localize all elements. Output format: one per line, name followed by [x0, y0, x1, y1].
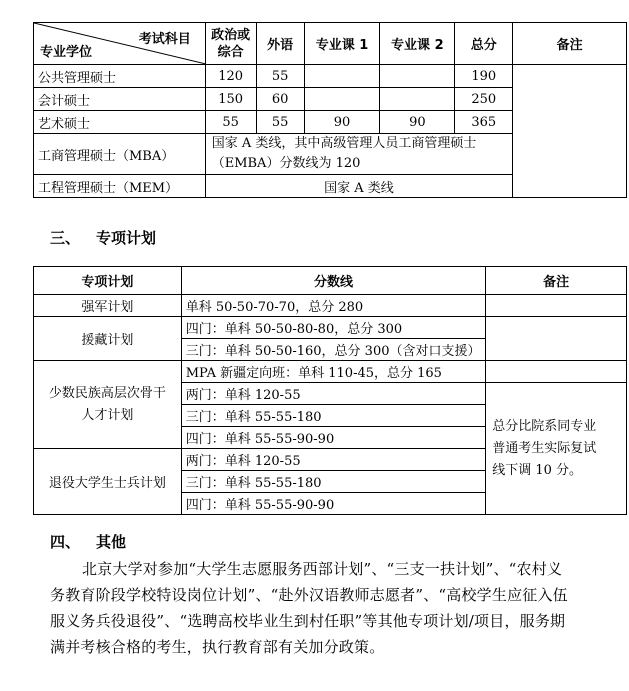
- header-degree: 专业学位: [40, 45, 93, 60]
- paragraph-line: 服义务兵役退役”、“选聘高校毕业生到村任职”等其他专项计划/项目，服务期: [50, 612, 566, 630]
- total-cell: 365: [455, 111, 513, 134]
- score-cell: [380, 88, 455, 111]
- score-line: 三门：单科 55-55-180: [181, 405, 485, 427]
- header-major-2: 专业课 2: [380, 23, 455, 65]
- score-table: [33, 22, 627, 198]
- score-cell: 55: [256, 111, 304, 134]
- mem-note: 国家 A 类线: [205, 175, 512, 198]
- table-row: [34, 361, 627, 383]
- section-heading: 四、 其他: [50, 533, 127, 551]
- degree-name: 会计硕士: [34, 88, 206, 111]
- table-header-row: [34, 23, 627, 65]
- header-subjects: 考试科目: [138, 32, 191, 47]
- total-cell: 190: [455, 65, 513, 88]
- degree-name: 艺术硕士: [34, 111, 206, 134]
- header-note: 备注: [486, 267, 627, 295]
- table-row: [34, 317, 627, 339]
- plan-name: 少数民族高层次骨干 人才计划: [34, 361, 182, 449]
- paragraph-line: 务教育阶段学校特设岗位计划”、“赴外汉语教师志愿者”、“高校学生应征入伍: [50, 586, 568, 604]
- degree-name: 公共管理硕士: [34, 65, 206, 88]
- score-line: 四门：单科 50-50-80-80，总分 300: [181, 317, 485, 339]
- score-line: 四门：单科 55-55-90-90: [181, 427, 485, 449]
- note-cell: 总分比院系同专业 普通考生实际复试 线下调 10 分。: [486, 383, 627, 515]
- plan-name: 援藏计划: [34, 317, 182, 361]
- policy-paragraph: [50, 556, 605, 660]
- section-heading: 三、 专项计划: [50, 229, 157, 247]
- note-cell: [486, 295, 627, 317]
- header-foreign-language: 外语: [256, 23, 304, 65]
- table-row: [34, 65, 627, 88]
- score-cell: [380, 65, 455, 88]
- special-plan-table: [33, 266, 627, 515]
- score-line: MPA 新疆定向班：单科 110-45，总分 165: [181, 361, 485, 383]
- header-total: 总分: [455, 23, 513, 65]
- table-header-row: [34, 267, 627, 295]
- plan-name: 强军计划: [34, 295, 182, 317]
- mba-note: 国家 A 类线，其中高级管理人员工商管理硕士 （EMBA）分数线为 120: [205, 134, 512, 175]
- header-score: 分数线: [181, 267, 485, 295]
- note-cell: [486, 317, 627, 361]
- paragraph-line: 北京大学对参加“大学生志愿服务西部计划”、“三支一扶计划”、“农村义: [82, 560, 563, 578]
- plan-name: 退役大学生士兵计划: [34, 449, 182, 515]
- score-cell: 90: [304, 111, 380, 134]
- paragraph-line: 满并考核合格的考生，执行教育部有关加分政策。: [50, 638, 385, 656]
- degree-name: 工程管理硕士（MEM）: [34, 175, 206, 198]
- note-cell: [486, 361, 627, 383]
- score-line: 三门：单科 55-55-180: [181, 471, 485, 493]
- score-cell: 90: [380, 111, 455, 134]
- diagonal-header-cell: [34, 23, 206, 65]
- score-line: 四门：单科 55-55-90-90: [181, 493, 485, 515]
- degree-name: 工商管理硕士（MBA）: [34, 134, 206, 175]
- score-cell: 120: [205, 65, 256, 88]
- header-politics: 政治或 综合: [205, 23, 256, 65]
- remarks-cell: [513, 65, 627, 198]
- table-row: [34, 295, 627, 317]
- score-line: 三门：单科 50-50-160，总分 300（含对口支援）: [181, 339, 485, 361]
- score-line: 两门：单科 120-55: [181, 383, 485, 405]
- score-line: 两门：单科 120-55: [181, 449, 485, 471]
- score-cell: 150: [205, 88, 256, 111]
- header-major-1: 专业课 1: [304, 23, 380, 65]
- header-remarks: 备注: [513, 23, 627, 65]
- score-cell: 55: [205, 111, 256, 134]
- score-cell: [304, 65, 380, 88]
- score-cell: [304, 88, 380, 111]
- total-cell: 250: [455, 88, 513, 111]
- score-line: 单科 50-50-70-70，总分 280: [181, 295, 485, 317]
- header-plan: 专项计划: [34, 267, 182, 295]
- score-cell: 55: [256, 65, 304, 88]
- score-cell: 60: [256, 88, 304, 111]
